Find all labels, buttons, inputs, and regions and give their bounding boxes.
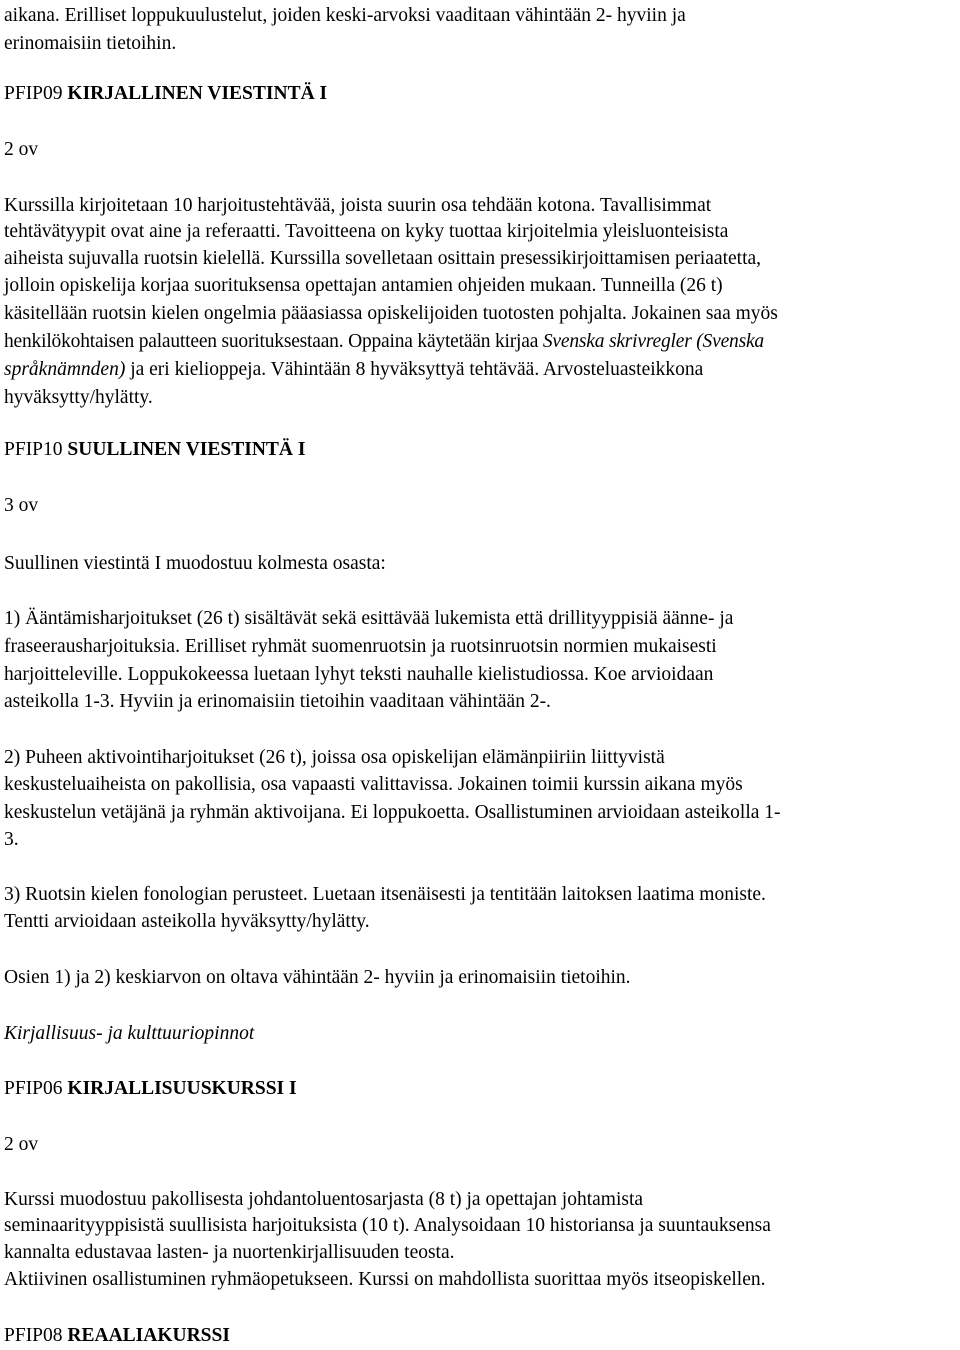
paragraph-line: 3. <box>4 829 19 850</box>
course-title: KIRJALLISUUSKURSSI I <box>67 1078 297 1099</box>
paragraph-line: tehtävätyypit ovat aine ja referaatti. Tavoitteena on kyky tuottaa kirjoitelmia yleisluonteisista <box>4 221 729 242</box>
course-title: SUULLINEN VIESTINTÄ I <box>67 439 306 460</box>
course-heading-pfip08 <box>4 1322 230 1350</box>
paragraph-line: Kurssilla kirjoitetaan 10 harjoitustehtävää, joista suurin osa tehdään kotona. Tavallisimmat <box>4 195 712 216</box>
book-title: Svenska skrivregler (Svenska <box>542 331 764 352</box>
paragraph-line: Aktiivinen osallistuminen ryhmäopetukseen. Kurssi on mahdollista suorittaa myös itseopiskellen. <box>4 1269 766 1290</box>
section-heading <box>4 1020 254 1048</box>
paragraph-line: jolloin opiskelija korjaa suorituksensa opettajan antamien ohjeiden mukaan. Tunneilla (26 t) <box>4 275 723 296</box>
paragraph-line <box>4 328 764 356</box>
course-credits: 2 ov <box>4 1134 39 1155</box>
intro-line-1: aikana. Erilliset loppukuulustelut, joiden keski-arvoksi vaaditaan vähintään 2- hyviin ja <box>4 5 686 26</box>
section-heading-text: Kirjallisuus- ja kulttuuriopinnot <box>4 1023 255 1044</box>
course-heading-pfip09 <box>4 80 327 108</box>
course-credits: 3 ov <box>4 495 39 516</box>
book-publisher: språknämnden) <box>4 359 126 380</box>
paragraph-line: käsitellään ruotsin kielen ongelmia pääasiassa opiskelijoiden tuotosten pohjalta. Jokainen saa myös <box>4 303 778 324</box>
paragraph-line: asteikolla 1-3. Hyviin ja erinomaisiin tietoihin vaaditaan vähintään 2-. <box>4 691 551 712</box>
course-heading-pfip10 <box>4 436 305 464</box>
paragraph-line: fraseerausharjoituksia. Erilliset ryhmät suomenruotsin ja ruotsinruotsin normien mukaisesti <box>4 636 717 657</box>
paragraph-line: 1) Ääntämisharjoitukset (26 t) sisältävät sekä esittävää lukemista että drillityyppisiä äänne- ja <box>4 608 734 629</box>
paragraph-line: Suullinen viestintä I muodostuu kolmesta osasta: <box>4 553 386 574</box>
course-heading-pfip06 <box>4 1075 297 1103</box>
text-run: ja eri kielioppeja. Vähintään 8 hyväksyttyä tehtävää. Arvosteluasteikkona <box>125 359 704 380</box>
paragraph-line: Kurssi muodostuu pakollisesta johdantoluentosarjasta (8 t) ja opettajan johtamista <box>4 1189 644 1210</box>
paragraph-line: keskustelun vetäjänä ja ryhmän aktivoijana. Ei loppukoetta. Osallistuminen arvioidaan asteikolla 1- <box>4 802 781 823</box>
course-title: KIRJALLINEN VIESTINTÄ I <box>67 83 328 104</box>
paragraph-line: 2) Puheen aktivointiharjoitukset (26 t), joissa osa opiskelijan elämänpiiriin liittyvistä <box>4 747 665 768</box>
paragraph-line: Osien 1) ja 2) keskiarvon on oltava vähintään 2- hyviin ja erinomaisiin tietoihin. <box>4 967 631 988</box>
paragraph-line: aiheista sujuvalla ruotsin kielellä. Kurssilla sovelletaan osittain presessikirjoittamisen periaatetta, <box>4 248 762 269</box>
course-code: PFIP10 <box>4 439 63 460</box>
course-credits: 2 ov <box>4 139 39 160</box>
intro-line-2: erinomaisiin tietoihin. <box>4 33 177 54</box>
paragraph-line: seminaarityyppisistä suullisista harjoituksista (10 t). Analysoidaan 10 historiansa ja suuntauksensa <box>4 1215 771 1236</box>
course-code: PFIP06 <box>4 1078 63 1099</box>
course-code: PFIP09 <box>4 83 63 104</box>
course-code: PFIP08 <box>4 1325 63 1346</box>
paragraph-line: Tentti arvioidaan asteikolla hyväksytty/hylätty. <box>4 911 370 932</box>
paragraph-line: 3) Ruotsin kielen fonologian perusteet. Luetaan itsenäisesti ja tentitään laitoksen laatima moniste. <box>4 884 766 905</box>
paragraph-line <box>4 356 703 384</box>
paragraph-line: harjoitteleville. Loppukokeessa luetaan lyhyt teksti nauhalle kielistudiossa. Koe arvioidaan <box>4 664 714 685</box>
course-title: REAALIAKURSSI <box>67 1325 230 1346</box>
text-run: henkilökohtaisen palautteen suorituksestaan. Oppaina käytetään kirjaa <box>4 331 539 352</box>
paragraph-line: hyväksytty/hylätty. <box>4 387 153 408</box>
paragraph-line: kannalta edustavaa lasten- ja nuortenkirjallisuuden teosta. <box>4 1242 455 1263</box>
paragraph-line: keskusteluaiheista on pakollisia, osa vapaasti valittavissa. Jokainen toimii kurssin aikana myös <box>4 774 743 795</box>
